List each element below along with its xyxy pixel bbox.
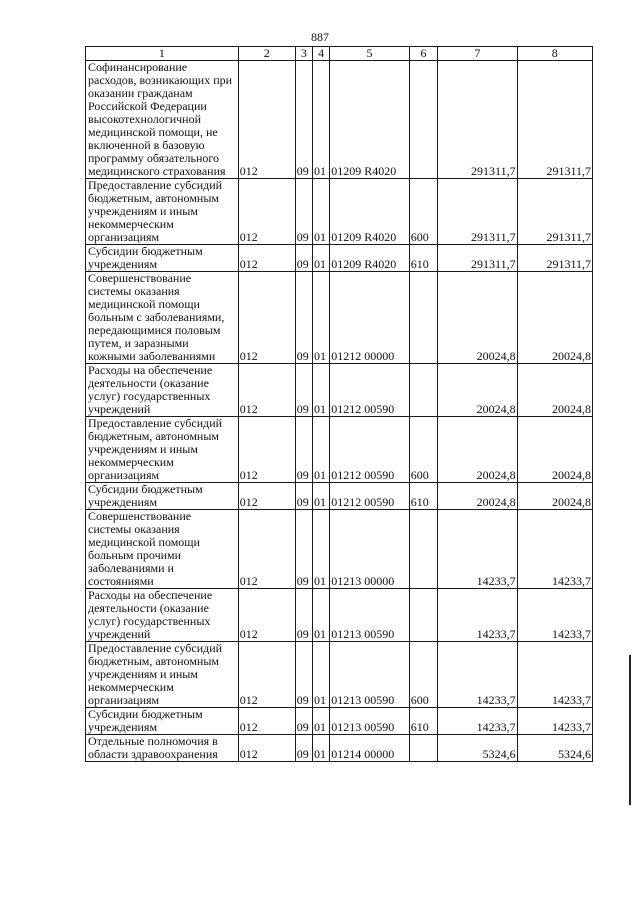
row-vr-cell	[409, 272, 438, 364]
row-name-cell: Субсидии бюджетным учреждениям	[86, 245, 239, 272]
row-target-cell: 01209 R4020	[330, 61, 409, 179]
row-sum1-cell: 291311,7	[438, 179, 517, 245]
row-ministry-cell: 012	[238, 61, 295, 179]
header-col-3: 3	[295, 47, 312, 61]
row-vr-cell: 610	[409, 245, 438, 272]
table-row	[86, 364, 593, 417]
row-vr-cell	[409, 589, 438, 642]
table-row	[86, 510, 593, 589]
row-target-cell: 01213 00590	[330, 642, 409, 708]
budget-table	[85, 46, 593, 762]
row-subsection-cell: 01	[313, 735, 330, 762]
page-number: 887	[311, 30, 329, 44]
row-subsection-cell: 01	[313, 708, 330, 735]
table-body	[86, 47, 593, 762]
row-ministry-cell: 012	[238, 510, 295, 589]
row-subsection-cell: 01	[313, 245, 330, 272]
table-row	[86, 708, 593, 735]
row-sum2-cell: 5324,6	[517, 735, 592, 762]
row-vr-cell: 600	[409, 642, 438, 708]
row-section-cell: 09	[295, 272, 312, 364]
row-name-cell: Софинансирование расходов, возникающих при оказании гражданам Российской Федерации высокотехнологичной медицинской помощи, не включенной в базовую программу обязательного медицинского страхования	[86, 61, 239, 179]
row-vr-cell: 600	[409, 179, 438, 245]
row-sum1-cell: 14233,7	[438, 642, 517, 708]
table-header-row	[86, 47, 593, 61]
header-col-4: 4	[313, 47, 330, 61]
row-ministry-cell: 012	[238, 483, 295, 510]
row-sum2-cell: 20024,8	[517, 417, 592, 483]
row-sum2-cell: 14233,7	[517, 510, 592, 589]
row-sum1-cell: 14233,7	[438, 589, 517, 642]
row-subsection-cell: 01	[313, 179, 330, 245]
row-subsection-cell: 01	[313, 510, 330, 589]
row-vr-cell: 610	[409, 708, 438, 735]
row-sum2-cell: 14233,7	[517, 589, 592, 642]
row-name-cell: Субсидии бюджетным учреждениям	[86, 708, 239, 735]
row-sum1-cell: 20024,8	[438, 483, 517, 510]
row-sum2-cell: 291311,7	[517, 61, 592, 179]
row-sum2-cell: 14233,7	[517, 708, 592, 735]
row-target-cell: 01213 00590	[330, 708, 409, 735]
header-col-7: 7	[438, 47, 517, 61]
row-ministry-cell: 012	[238, 245, 295, 272]
row-vr-cell	[409, 735, 438, 762]
row-sum2-cell: 20024,8	[517, 364, 592, 417]
row-section-cell: 09	[295, 61, 312, 179]
row-vr-cell: 610	[409, 483, 438, 510]
row-target-cell: 01212 00590	[330, 417, 409, 483]
row-section-cell: 09	[295, 708, 312, 735]
row-sum1-cell: 291311,7	[438, 245, 517, 272]
row-section-cell: 09	[295, 735, 312, 762]
row-name-cell: Предоставление субсидий бюджетным, автономным учреждениям и иным некоммерческим организациям	[86, 417, 239, 483]
row-vr-cell	[409, 364, 438, 417]
header-col-6: 6	[409, 47, 438, 61]
row-name-cell: Расходы на обеспечение деятельности (оказание услуг) государственных учреждений	[86, 589, 239, 642]
table-row	[86, 272, 593, 364]
header-col-5: 5	[330, 47, 409, 61]
row-target-cell: 01209 R4020	[330, 245, 409, 272]
row-name-cell: Отдельные полномочия в области здравоохранения	[86, 735, 239, 762]
row-sum2-cell: 20024,8	[517, 272, 592, 364]
row-sum1-cell: 14233,7	[438, 708, 517, 735]
row-target-cell: 01212 00590	[330, 364, 409, 417]
row-subsection-cell: 01	[313, 483, 330, 510]
table-row	[86, 642, 593, 708]
row-name-cell: Совершенствование системы оказания медицинской помощи больным с заболеваниями, передающимися половым путем, и заразными кожными заболеваниями	[86, 272, 239, 364]
header-col-1: 1	[86, 47, 239, 61]
row-ministry-cell: 012	[238, 417, 295, 483]
row-sum2-cell: 14233,7	[517, 642, 592, 708]
row-subsection-cell: 01	[313, 61, 330, 179]
row-target-cell: 01213 00000	[330, 510, 409, 589]
row-section-cell: 09	[295, 483, 312, 510]
row-target-cell: 01209 R4020	[330, 179, 409, 245]
row-sum2-cell: 20024,8	[517, 483, 592, 510]
table-row	[86, 179, 593, 245]
row-sum1-cell: 20024,8	[438, 417, 517, 483]
row-sum1-cell: 291311,7	[438, 61, 517, 179]
row-section-cell: 09	[295, 417, 312, 483]
row-target-cell: 01214 00000	[330, 735, 409, 762]
row-sum1-cell: 5324,6	[438, 735, 517, 762]
row-target-cell: 01212 00590	[330, 483, 409, 510]
row-sum1-cell: 20024,8	[438, 364, 517, 417]
row-subsection-cell: 01	[313, 272, 330, 364]
scan-edge-mark	[629, 655, 631, 805]
row-section-cell: 09	[295, 364, 312, 417]
row-section-cell: 09	[295, 589, 312, 642]
row-sum2-cell: 291311,7	[517, 245, 592, 272]
row-vr-cell: 600	[409, 417, 438, 483]
table-row	[86, 245, 593, 272]
table-row	[86, 735, 593, 762]
row-name-cell: Субсидии бюджетным учреждениям	[86, 483, 239, 510]
row-target-cell: 01212 00000	[330, 272, 409, 364]
row-sum1-cell: 20024,8	[438, 272, 517, 364]
row-ministry-cell: 012	[238, 735, 295, 762]
row-section-cell: 09	[295, 179, 312, 245]
row-subsection-cell: 01	[313, 642, 330, 708]
row-subsection-cell: 01	[313, 589, 330, 642]
table-row	[86, 589, 593, 642]
row-ministry-cell: 012	[238, 272, 295, 364]
row-ministry-cell: 012	[238, 642, 295, 708]
row-subsection-cell: 01	[313, 364, 330, 417]
row-name-cell: Предоставление субсидий бюджетным, автономным учреждениям и иным некоммерческим организациям	[86, 642, 239, 708]
row-name-cell: Предоставление субсидий бюджетным, автономным учреждениям и иным некоммерческим организациям	[86, 179, 239, 245]
row-ministry-cell: 012	[238, 708, 295, 735]
row-ministry-cell: 012	[238, 589, 295, 642]
row-sum2-cell: 291311,7	[517, 179, 592, 245]
row-ministry-cell: 012	[238, 179, 295, 245]
row-name-cell: Совершенствование системы оказания медицинской помощи больным прочими заболеваниями и состояниями	[86, 510, 239, 589]
row-target-cell: 01213 00590	[330, 589, 409, 642]
row-ministry-cell: 012	[238, 364, 295, 417]
row-section-cell: 09	[295, 642, 312, 708]
table-row	[86, 61, 593, 179]
row-vr-cell	[409, 61, 438, 179]
header-col-8: 8	[517, 47, 592, 61]
row-section-cell: 09	[295, 510, 312, 589]
row-section-cell: 09	[295, 245, 312, 272]
table-row	[86, 483, 593, 510]
header-col-2: 2	[238, 47, 295, 61]
table-row	[86, 417, 593, 483]
row-vr-cell	[409, 510, 438, 589]
row-sum1-cell: 14233,7	[438, 510, 517, 589]
row-name-cell: Расходы на обеспечение деятельности (оказание услуг) государственных учреждений	[86, 364, 239, 417]
row-subsection-cell: 01	[313, 417, 330, 483]
